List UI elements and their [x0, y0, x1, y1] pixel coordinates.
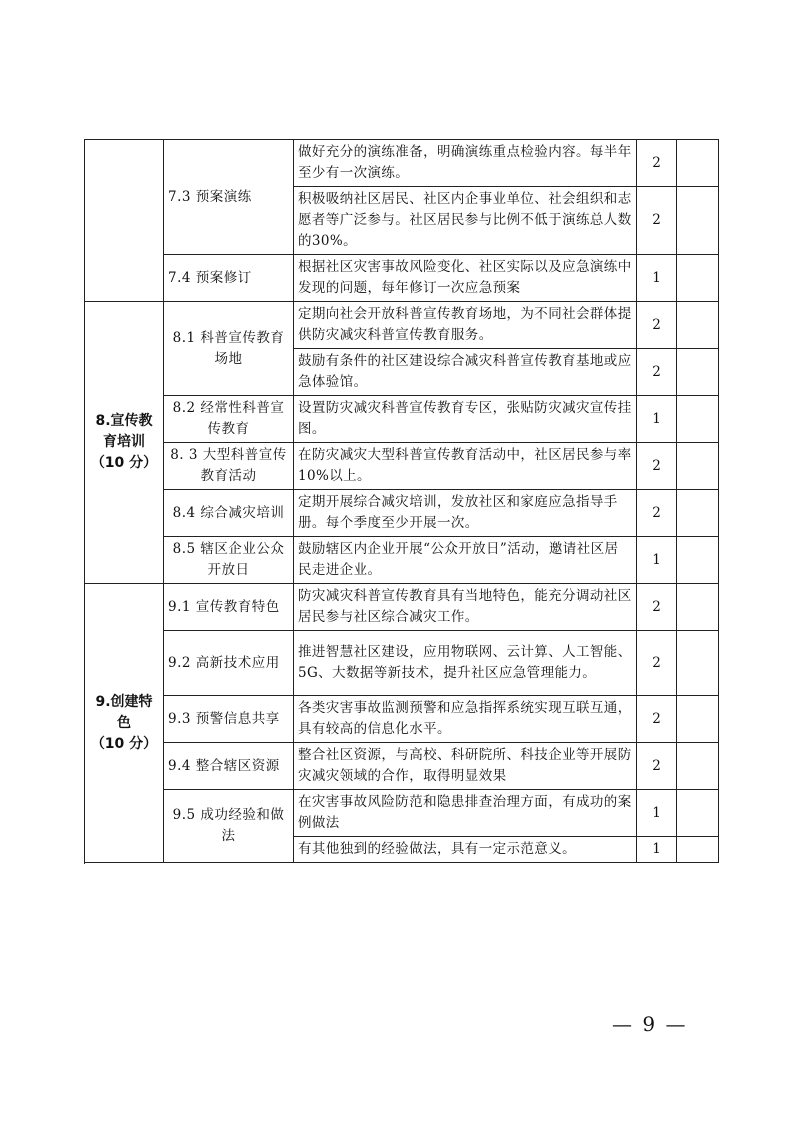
- score-cell: 2: [637, 187, 677, 255]
- score-cell: 2: [637, 490, 677, 537]
- score-cell: 2: [637, 443, 677, 490]
- item-9-4: 9.4 整合辖区资源: [164, 743, 294, 790]
- category-9-points: （10 分）: [90, 735, 158, 752]
- category-8-title: 8.宣传教育培训: [95, 413, 153, 450]
- blank-cell: [677, 255, 719, 302]
- item-9-2: 9.2 高新技术应用: [164, 631, 294, 696]
- item-8-4: 8.4 综合减灾培训: [164, 490, 294, 537]
- table-row: [85, 443, 719, 490]
- blank-cell: [677, 743, 719, 790]
- item-9-3: 9.3 预警信息共享: [164, 696, 294, 743]
- page-number: — 9 —: [612, 1012, 688, 1036]
- table-row: [85, 537, 719, 584]
- requirement-cell: 在防灾减灾大型科普宣传教育活动中，社区居民参与率10%以上。: [294, 443, 637, 490]
- item-8-3: 8. 3 大型科普宣传教育活动: [164, 443, 294, 490]
- requirement-cell: 各类灾害事故监测预警和应急指挥系统实现互联互通，具有较高的信息化水平。: [294, 696, 637, 743]
- score-cell: 1: [637, 837, 677, 863]
- item-8-1: 8.1 科普宣传教育场地: [164, 302, 294, 396]
- requirement-cell: 整合社区资源，与高校、科研院所、科技企业等开展防灾减灾领域的合作，取得明显效果: [294, 743, 637, 790]
- score-cell: 1: [637, 396, 677, 443]
- score-cell: 2: [637, 584, 677, 631]
- item-7-3: 7.3 预案演练: [164, 140, 294, 255]
- item-8-2: 8.2 经常性科普宣传教育: [164, 396, 294, 443]
- blank-cell: [677, 584, 719, 631]
- table-row: [85, 302, 719, 349]
- table-row: [85, 396, 719, 443]
- requirement-cell: 鼓励辖区内企业开展“公众开放日”活动，邀请社区居民走进企业。: [294, 537, 637, 584]
- score-cell: 2: [637, 743, 677, 790]
- score-cell: 2: [637, 349, 677, 396]
- category-8: [85, 302, 164, 584]
- table-row: [85, 743, 719, 790]
- blank-cell: [677, 490, 719, 537]
- blank-cell: [677, 631, 719, 696]
- table-row: [85, 584, 719, 631]
- score-cell: 1: [637, 255, 677, 302]
- table-row: [85, 696, 719, 743]
- table-row: [85, 490, 719, 537]
- requirement-cell: 积极吸纳社区居民、社区内企事业单位、社会组织和志愿者等广泛参与。社区居民参与比例不低于演练总人数的30%。: [294, 187, 637, 255]
- item-8-5: 8.5 辖区企业公众开放日: [164, 537, 294, 584]
- blank-cell: [677, 302, 719, 349]
- score-cell: 2: [637, 302, 677, 349]
- table-row: [85, 255, 719, 302]
- category-9: [85, 584, 164, 863]
- score-cell: 1: [637, 790, 677, 837]
- category-9-title: 9.创建特色: [95, 693, 153, 731]
- score-cell: 1: [637, 537, 677, 584]
- blank-cell: [677, 696, 719, 743]
- item-9-1: 9.1 宣传教育特色: [164, 584, 294, 631]
- requirement-cell: 定期开展综合减灾培训，发放社区和家庭应急指导手册。每个季度至少开展一次。: [294, 490, 637, 537]
- standards-table: [84, 139, 719, 863]
- blank-cell: [677, 443, 719, 490]
- table-row: [85, 790, 719, 837]
- requirement-cell: 在灾害事故风险防范和隐患排查治理方面，有成功的案例做法: [294, 790, 637, 837]
- requirement-cell: 设置防灾减灾科普宣传教育专区，张贴防灾减灾宣传挂图。: [294, 396, 637, 443]
- requirement-cell: 做好充分的演练准备，明确演练重点检验内容。每半年至少有一次演练。: [294, 140, 637, 187]
- requirement-cell: 根据社区灾害事故风险变化、社区实际以及应急演练中发现的问题，每年修订一次应急预案: [294, 255, 637, 302]
- score-cell: 2: [637, 631, 677, 696]
- requirement-cell: 推进智慧社区建设，应用物联网、云计算、人工智能、5G、大数据等新技术，提升社区应急管理能力。: [294, 631, 637, 696]
- blank-cell: [677, 349, 719, 396]
- item-9-5: 9.5 成功经验和做法: [164, 790, 294, 863]
- category-cell-continued: [85, 140, 164, 302]
- requirement-cell: 防灾减灾科普宣传教育具有当地特色，能充分调动社区居民参与社区综合减灾工作。: [294, 584, 637, 631]
- table-row: [85, 140, 719, 187]
- score-cell: 2: [637, 140, 677, 187]
- blank-cell: [677, 537, 719, 584]
- table-row: [85, 631, 719, 696]
- blank-cell: [677, 140, 719, 187]
- item-7-4: 7.4 预案修订: [164, 255, 294, 302]
- blank-cell: [677, 837, 719, 863]
- category-8-points: （10 分）: [90, 455, 158, 471]
- requirement-cell: 有其他独到的经验做法，具有一定示范意义。: [294, 837, 637, 863]
- requirement-cell: 定期向社会开放科普宣传教育场地，为不同社会群体提供防灾减灾科普宣传教育服务。: [294, 302, 637, 349]
- score-cell: 2: [637, 696, 677, 743]
- blank-cell: [677, 187, 719, 255]
- blank-cell: [677, 396, 719, 443]
- requirement-cell: 鼓励有条件的社区建设综合减灾科普宣传教育基地或应急体验馆。: [294, 349, 637, 396]
- blank-cell: [677, 790, 719, 837]
